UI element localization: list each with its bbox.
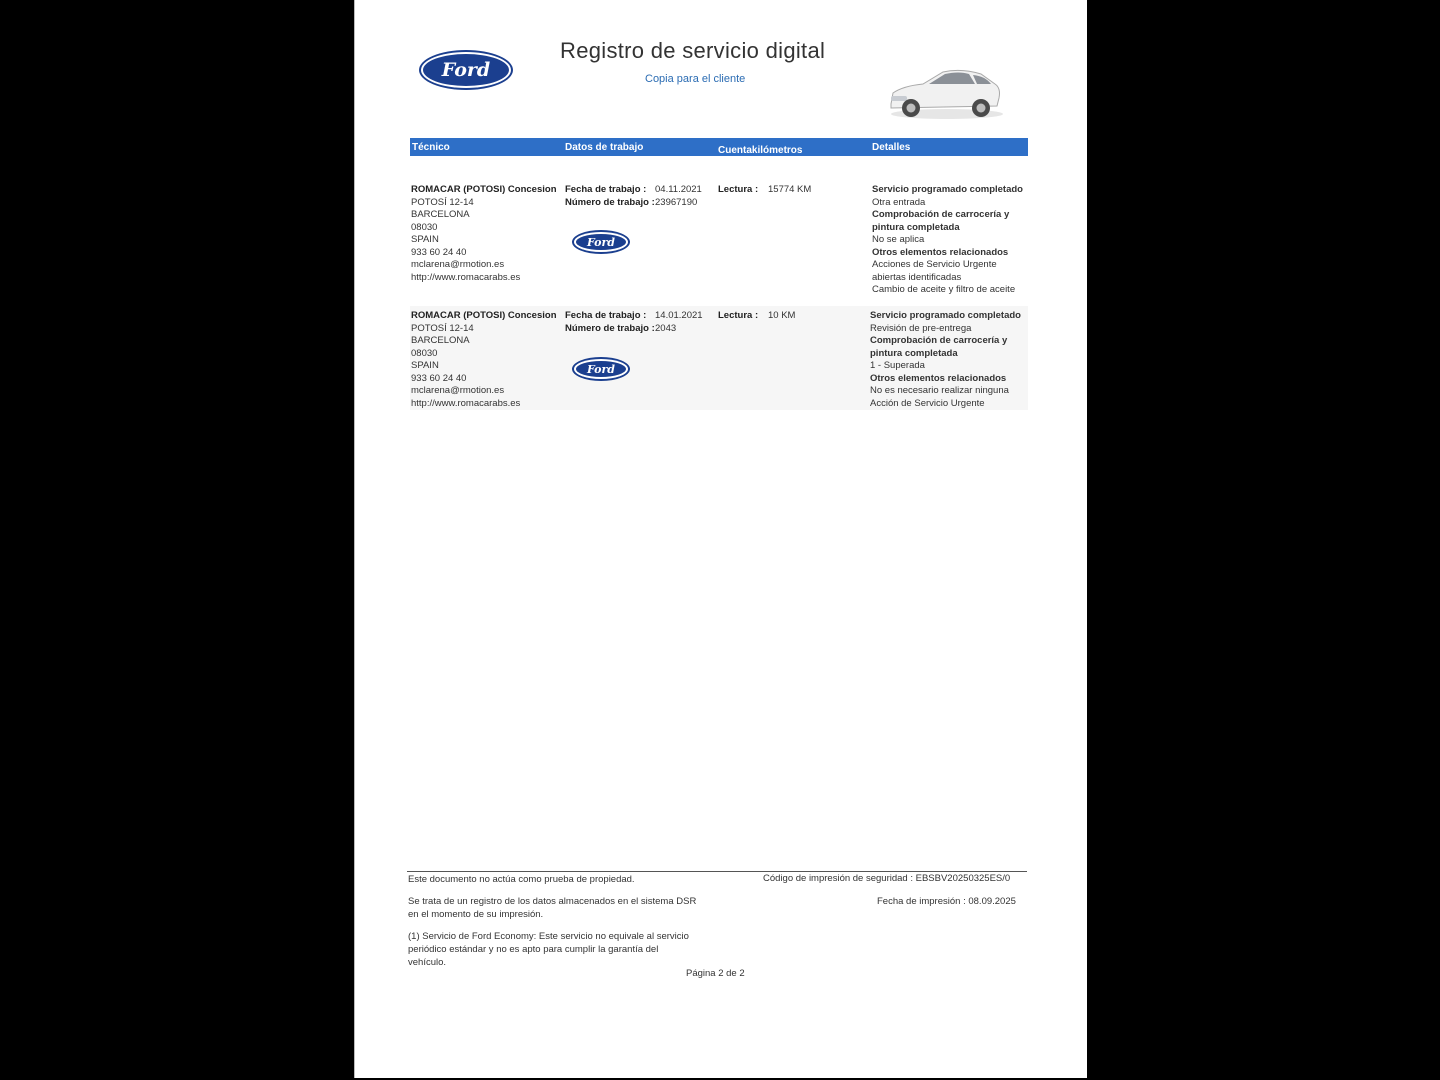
print-date (877, 895, 1016, 908)
address-line: SPAIN (411, 234, 439, 245)
economy-note-line: periódico estándar y no es apto para cumplir la garantía del (408, 944, 659, 955)
ford-logo-text: Ford (586, 362, 616, 376)
date-label: Fecha de trabajo : (565, 310, 647, 321)
economy-note-line: (1) Servicio de Ford Economy: Este servicio no equivale al servicio (408, 931, 689, 942)
detail-line: Revisión de pre-entrega (870, 322, 972, 334)
address-line: POTOSÍ 12-14 (411, 322, 474, 334)
odometer-reading: 10 KM (768, 310, 796, 321)
detail-line: pintura completada (872, 221, 960, 233)
work-date: 14.01.2021 (655, 310, 703, 321)
car-icon (885, 66, 1005, 122)
detail-line: Comprobación de carrocería y (870, 335, 1008, 346)
detail-line: 1 - Superada (870, 360, 925, 371)
detail-line: Otros elementos relacionados (872, 246, 1009, 258)
header-datos-trabajo: Datos de trabajo (565, 142, 644, 153)
detail-line: Acciones de Servicio Urgente (872, 259, 997, 270)
job-label: Número de trabajo : (565, 196, 655, 208)
email: mclarena@rmotion.es (411, 385, 505, 396)
economy-note (408, 930, 689, 969)
header-detalles: Detalles (872, 142, 911, 153)
date-label: Fecha de trabajo : (565, 184, 647, 195)
security-code-value: EBSBV20250325ES/0 (915, 873, 1011, 884)
dealer-name: ROMACAR (POTOSI) Concesion (411, 184, 557, 195)
detail-line: No se aplica (872, 234, 925, 245)
dealer-name: ROMACAR (POTOSI) Concesion (411, 310, 557, 321)
ford-logo (574, 359, 628, 379)
header-cuentakilometros: Cuentakilómetros (718, 145, 803, 156)
reading-label: Lectura : (718, 184, 759, 195)
ownership-note: Este documento no actúa como prueba de propiedad. (408, 874, 635, 885)
phone: 933 60 24 40 (411, 246, 467, 258)
detail-line: abiertas identificadas (872, 271, 962, 283)
service-record (410, 184, 1028, 299)
address-line: POTOSÍ 12-14 (411, 196, 474, 208)
document-page (354, 0, 1087, 1078)
job-number: 2043 (655, 322, 677, 334)
detail-line: Otra entrada (872, 196, 926, 208)
address-line: 08030 (411, 221, 438, 233)
page-subtitle: Copia para el cliente (645, 73, 746, 85)
ford-logo-text: Ford (441, 59, 491, 81)
record-note-line: en el momento de su impresión. (408, 909, 544, 920)
page-number: Página 2 de 2 (686, 968, 745, 979)
ford-logo (421, 52, 511, 88)
phone: 933 60 24 40 (411, 372, 467, 384)
page-title: Registro de servicio digital (560, 38, 826, 63)
detail-line: No es necesario realizar ninguna (870, 385, 1009, 396)
detail-line: Servicio programado completado (872, 184, 1023, 195)
job-number: 23967190 (655, 196, 698, 208)
address-line: BARCELONA (411, 209, 470, 220)
record-note-line: Se trata de un registro de los datos almacenados en el sistema DSR (408, 896, 697, 907)
reading-label: Lectura : (718, 310, 759, 321)
table-header (410, 138, 1028, 156)
header-tecnico: Técnico (412, 142, 450, 153)
detail-line: Acción de Servicio Urgente (870, 397, 985, 409)
print-date-label: Fecha de impresión : (877, 896, 966, 907)
work-date: 04.11.2021 (655, 184, 702, 195)
website: http://www.romacarabs.es (411, 271, 521, 283)
ford-logo (574, 232, 628, 252)
odometer-reading: 15774 KM (768, 184, 812, 195)
job-label: Número de trabajo : (565, 322, 655, 334)
security-code (763, 872, 1010, 885)
email: mclarena@rmotion.es (411, 259, 505, 270)
economy-note-line: vehículo. (408, 957, 447, 968)
address-line: 08030 (411, 347, 438, 359)
detail-line: pintura completada (870, 347, 958, 359)
record-note (408, 895, 696, 921)
address-line: BARCELONA (411, 335, 470, 346)
service-record (410, 310, 1028, 410)
ford-logo-text: Ford (586, 235, 616, 249)
detail-line: Comprobación de carrocería y (872, 209, 1010, 220)
print-date-value: 08.09.2025 (968, 896, 1016, 907)
detail-line: Servicio programado completado (870, 310, 1021, 321)
address-line: SPAIN (411, 360, 439, 371)
detail-line: Otros elementos relacionados (870, 372, 1007, 384)
website: http://www.romacarabs.es (411, 397, 521, 409)
security-code-label: Código de impresión de seguridad : (763, 873, 913, 884)
detail-line: Cambio de aceite y filtro de aceite (872, 284, 1016, 295)
